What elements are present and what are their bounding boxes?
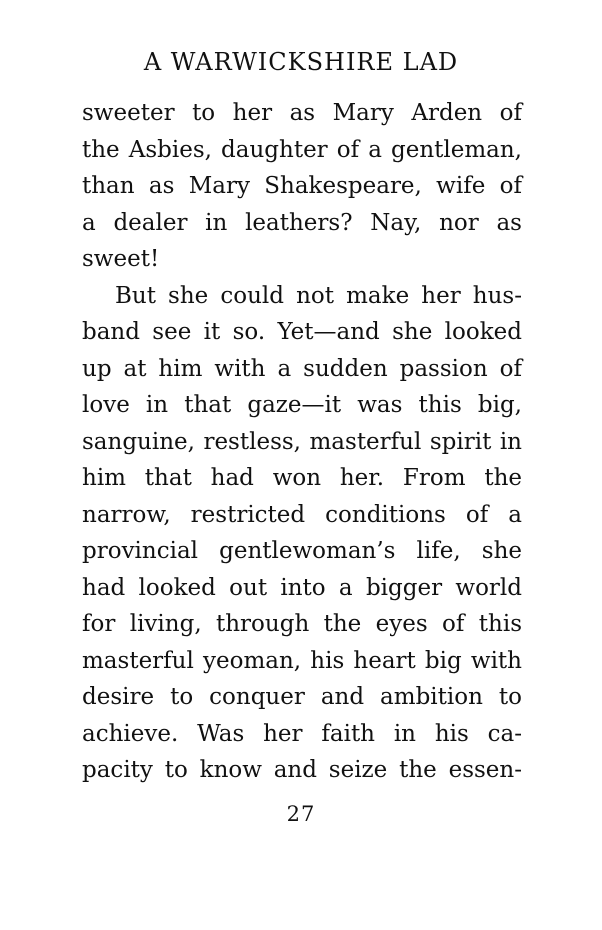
- text-line: provincial gentlewoman’s life, she: [82, 538, 522, 564]
- page-number: 27: [286, 802, 316, 826]
- text-line: sweet!: [82, 246, 160, 272]
- text-line: achieve. Was her faith in his ca-: [82, 720, 522, 747]
- text-line: band see it so. Yet—and she looked: [82, 319, 522, 345]
- text-line: for living, through the eyes of this: [82, 611, 522, 637]
- text-line: up at him with a sudden passion of: [82, 355, 522, 382]
- text-line: love in that gaze—it was this big,: [82, 392, 522, 418]
- text-line: him that had won her. From the: [82, 465, 522, 491]
- text-line: sanguine, restless, masterful spirit in: [82, 428, 522, 455]
- text-line: had looked out into a bigger world: [82, 574, 522, 601]
- text-line: But she could not make her hus-: [115, 282, 522, 309]
- text-line: masterful yeoman, his heart big with: [82, 647, 522, 674]
- text-line: the Asbies, daughter of a gentleman,: [82, 136, 522, 163]
- text-line: than as Mary Shakespeare, wife of: [82, 173, 522, 199]
- body-text: [82, 95, 522, 789]
- text-line: narrow, restricted conditions of a: [82, 501, 522, 528]
- text-line: desire to conquer and ambition to: [82, 684, 522, 710]
- text-line: a dealer in leathers? Nay, nor as: [82, 209, 522, 236]
- text-line: sweeter to her as Mary Arden of: [82, 100, 522, 126]
- running-head: A WARWICKSHIRE LAD: [143, 48, 459, 76]
- text-line: pacity to know and seize the essen-: [82, 757, 522, 783]
